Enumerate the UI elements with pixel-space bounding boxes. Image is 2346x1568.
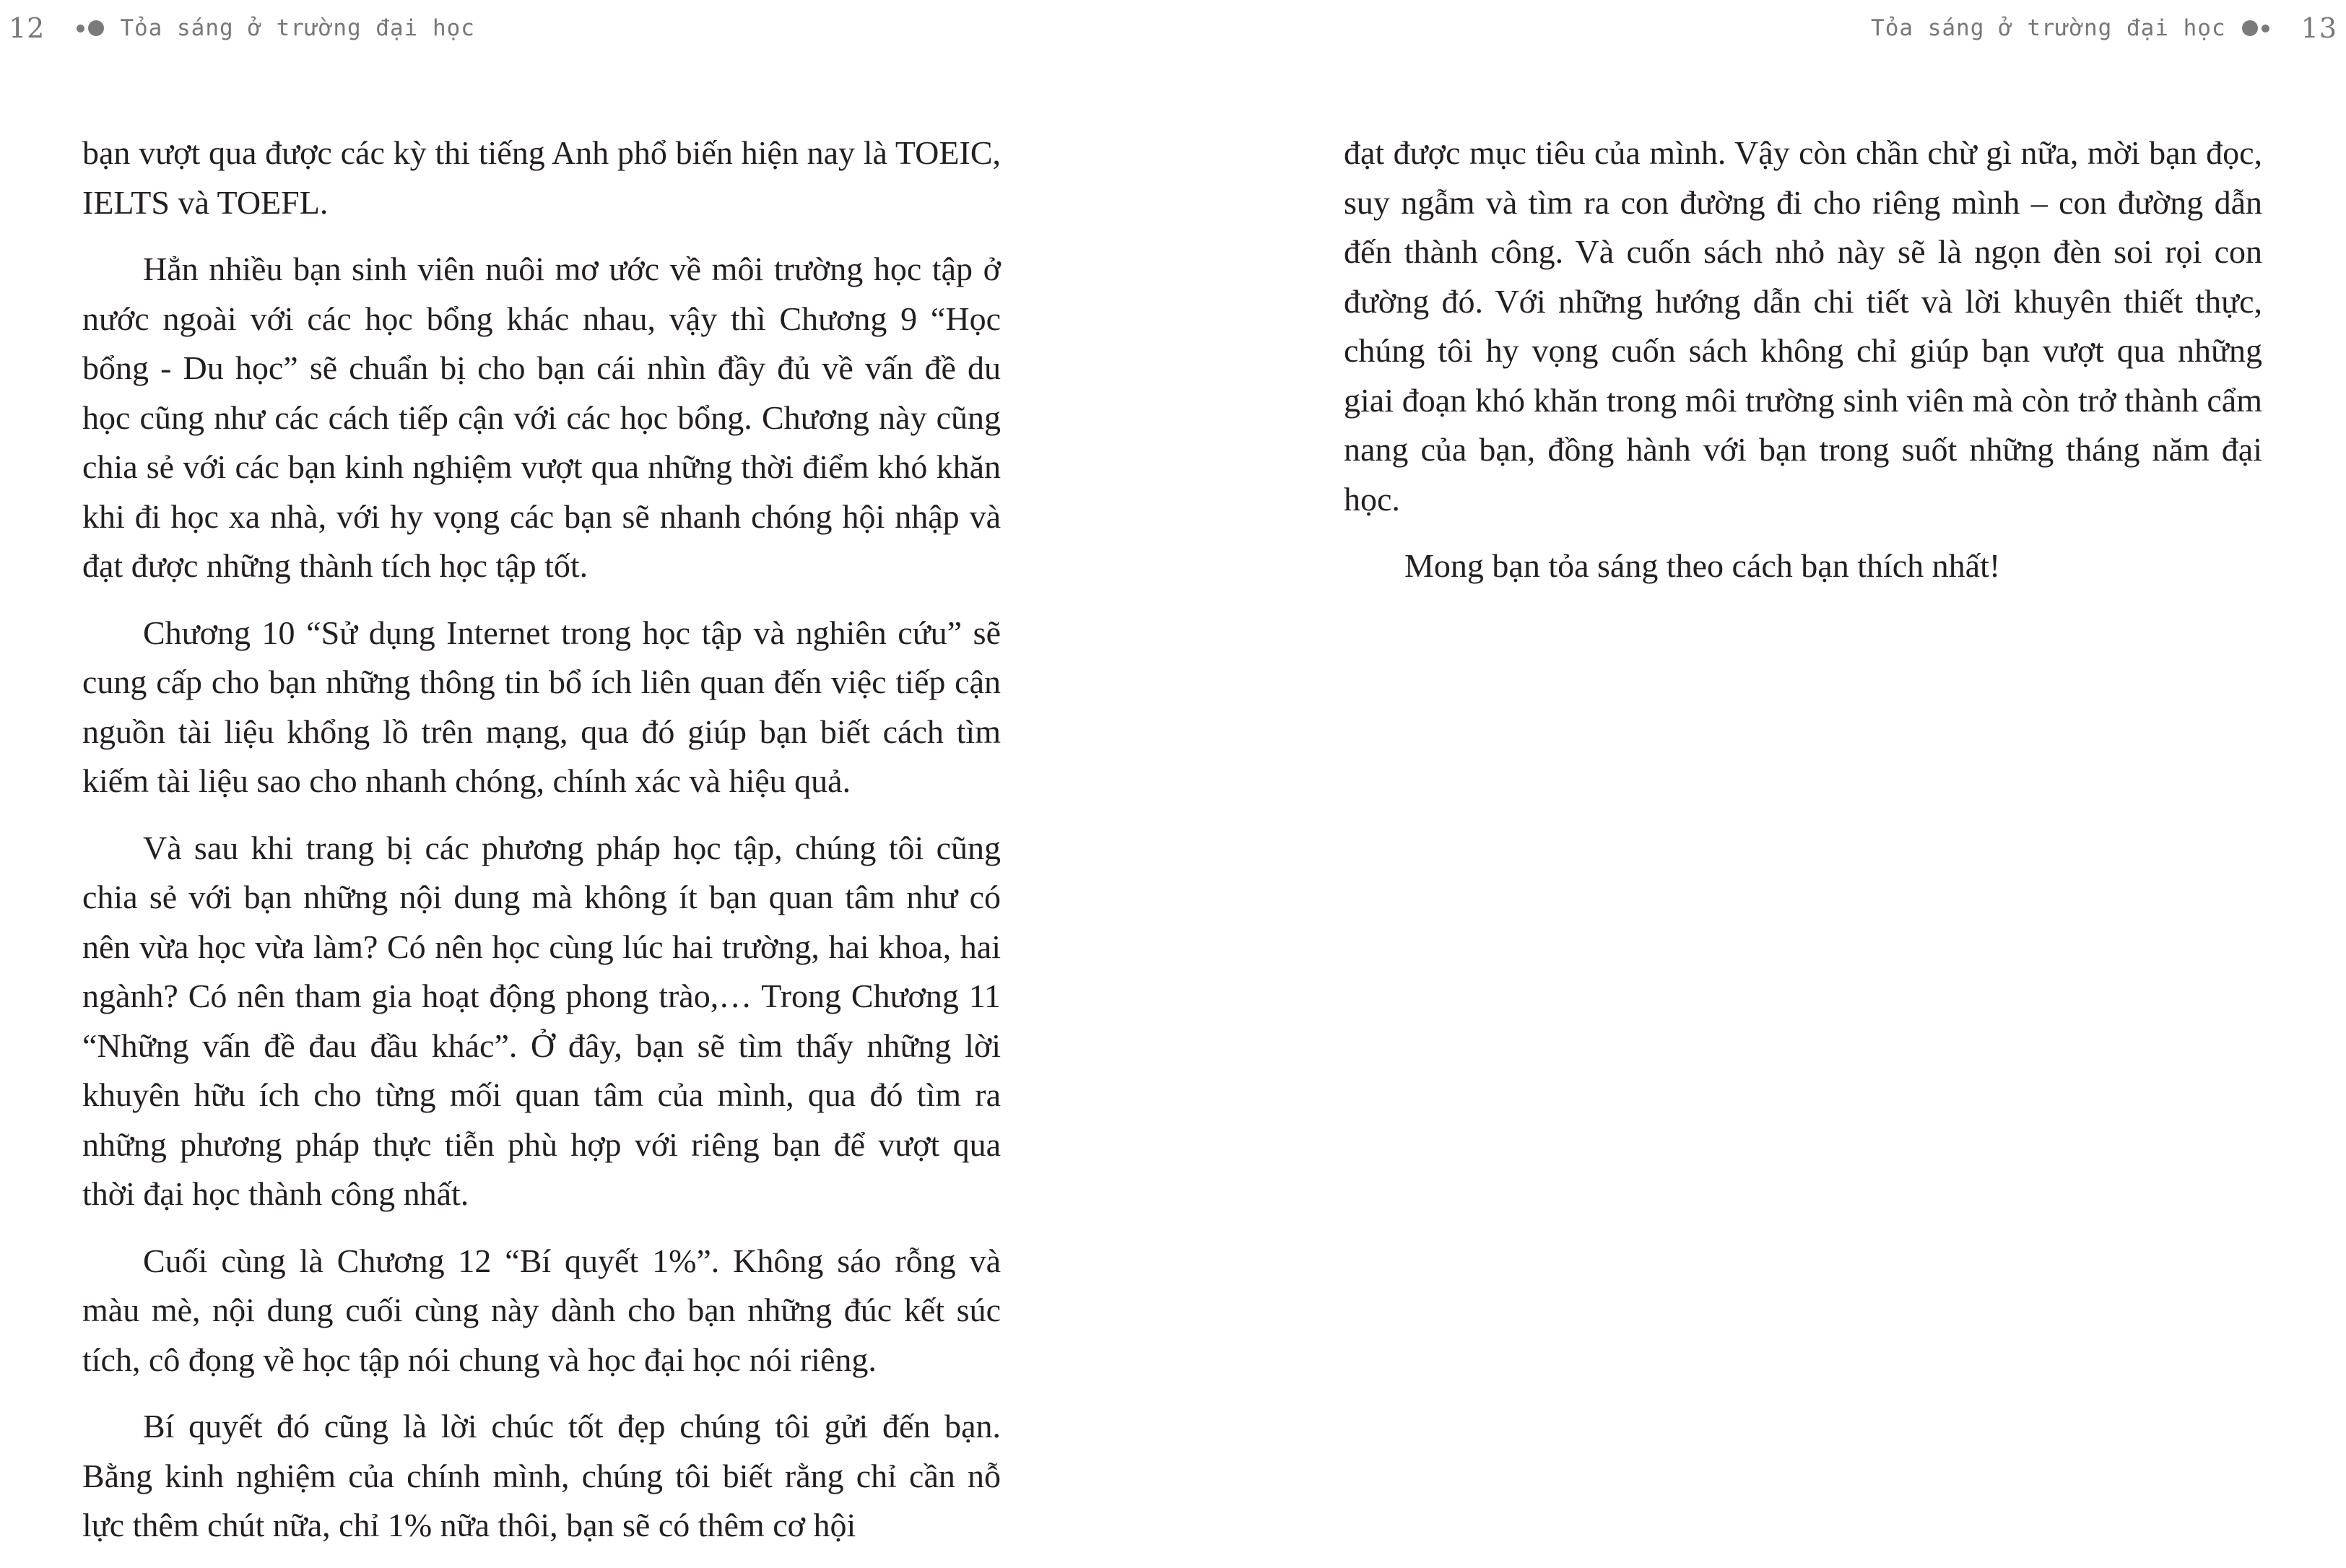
right-body-text — [1344, 129, 2262, 609]
paragraph: Chương 10 “Sử dụng Internet trong học tập và nghiên cứu” sẽ cung cấp cho bạn những thông tin bổ ích liên quan đến việc tiếp cận nguồn tài liệu khổng lồ trên mạng, qua đó giúp bạn biết cách tìm kiếm tài liệu sao cho nhanh chóng, chính xác và hiệu quả. — [82, 614, 1001, 799]
paragraph: bạn vượt qua được các kỳ thi tiếng Anh phổ biến hiện nay là TOEIC, IELTS và TOEFL. — [82, 134, 1001, 221]
ornament-dots-icon — [2242, 20, 2269, 36]
ornament-dots-icon — [77, 20, 104, 36]
big-dot-icon — [2242, 20, 2258, 36]
paragraph: Hẳn nhiều bạn sinh viên nuôi mơ ước về môi trường học tập ở nước ngoài với các học bổng khác nhau, vậy thì Chương 9 “Học bổng - Du học” sẽ chuẩn bị cho bạn cái nhìn đầy đủ về vấn đề du học cũng như các cách tiếp cận với các học bổng. Chương này cũng chia sẻ với các bạn kinh nghiệm vượt qua những thời điểm khó khăn khi đi học xa nhà, với hy vọng các bạn sẽ nhanh chóng hội nhập và đạt được những thành tích học tập tốt. — [82, 251, 1001, 584]
paragraph: Bí quyết đó cũng là lời chúc tốt đẹp chúng tôi gửi đến bạn. Bằng kinh nghiệm của chính mình, chúng tôi biết rằng chỉ cần nỗ lực thêm chút nữa, chỉ 1% nữa thôi, bạn sẽ có thêm cơ hội — [82, 1408, 1001, 1543]
small-dot-icon — [2262, 25, 2269, 32]
left-page-number: 12 — [9, 12, 45, 44]
right-page — [1173, 0, 2346, 1547]
left-running-head — [9, 10, 475, 46]
paragraph: đạt được mục tiêu của mình. Vậy còn chần chừ gì nữa, mời bạn đọc, suy ngẫm và tìm ra con đường đi cho riêng mình – con đường dẫn đến thành công. Và cuốn sách nhỏ này sẽ là ngọn đèn soi rọi con đường đó. Với những hướng dẫn chi tiết và lời khuyên thiết thực, chúng tôi hy vọng cuốn sách không chỉ giúp bạn vượt qua những giai đoạn khó khăn trong môi trường sinh viên mà còn trở thành cẩm nang của bạn, đồng hành với bạn trong suốt những tháng năm đại học. — [1344, 134, 2262, 518]
paragraph: Cuối cùng là Chương 12 “Bí quyết 1%”. Không sáo rỗng và màu mè, nội dung cuối cùng này dành cho bạn những đúc kết súc tích, cô đọng về học tập nói chung và học đại học nói riêng. — [82, 1242, 1001, 1378]
right-page-number: 13 — [2301, 12, 2337, 44]
right-running-title: Tỏa sáng ở trường đại học — [1871, 15, 2226, 41]
left-running-title: Tỏa sáng ở trường đại học — [120, 15, 475, 41]
paragraph: Mong bạn tỏa sáng theo cách bạn thích nhất! — [1404, 547, 2001, 584]
left-body-text — [82, 129, 1001, 1568]
right-running-head — [1871, 10, 2337, 46]
big-dot-icon — [88, 20, 104, 36]
paragraph: Và sau khi trang bị các phương pháp học tập, chúng tôi cũng chia sẻ với bạn những nội dung mà không ít bạn quan tâm như có nên vừa học vừa làm? Có nên học cùng lúc hai trường, hai khoa, hai ngành? Có nên tham gia hoạt động phong trào,… Trong Chương 11 “Những vấn đề đau đầu khác”. Ở đây, bạn sẽ tìm thấy những lời khuyên hữu ích cho từng mối quan tâm của mình, qua đó tìm ra những phương pháp thực tiễn phù hợp với riêng bạn để vượt qua thời đại học thành công nhất. — [82, 829, 1001, 1212]
small-dot-icon — [77, 25, 84, 32]
left-page — [0, 0, 1173, 1547]
